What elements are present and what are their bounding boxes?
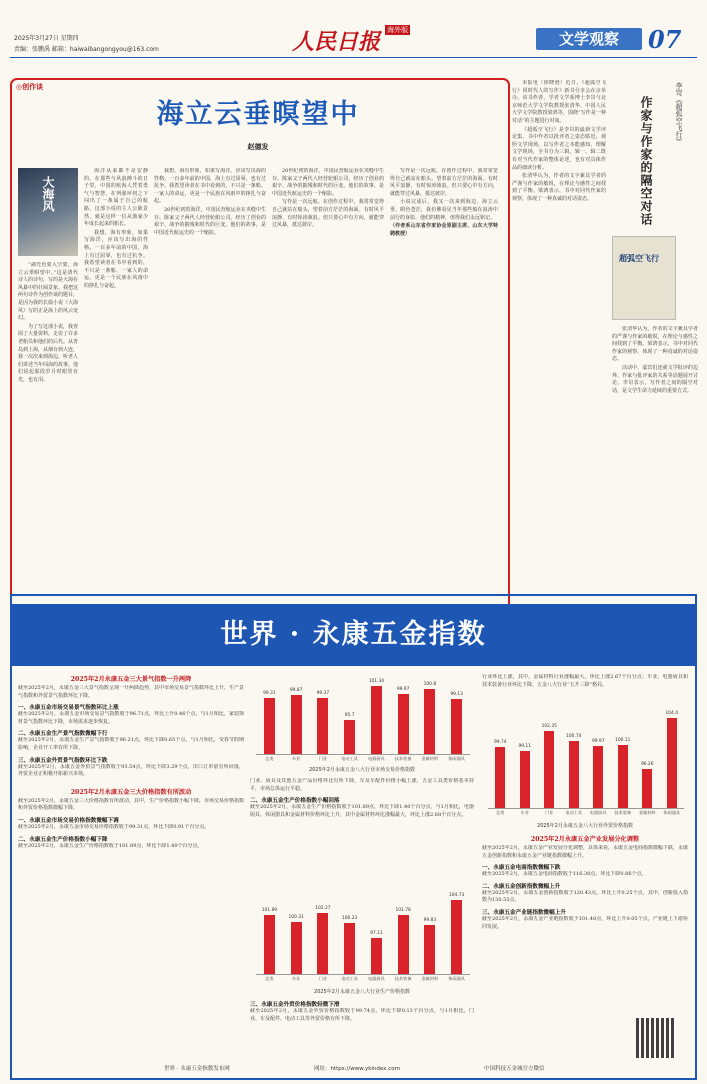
creative-para: 小说完成后，我又一次来到海边。海立云垂，暝色苍茫，我仿佛看见当年那些船在浪涛中前行的身影。他们的精神，值得我们永远铭记。 [390, 199, 498, 221]
index-item-head: 三、永康五金外贸价格指数轻微下滑 [250, 1002, 340, 1008]
index-col-1 [18, 674, 244, 850]
chart-data-label: 100.8 [423, 682, 437, 688]
chart-tick-label: 电器厨具 [367, 756, 385, 761]
chart-bar [371, 686, 382, 754]
side-col-2 [612, 326, 698, 620]
creative-para: “湖光色蒙入空蒙，海立云垂暝望中。”这是清代诗人的诗句，写的是大海在风暴中的壮阔景象。我把这两句诗作为创作谈的题目，是因为我的长篇小说《大海风》写的正是海上的风云变幻。 [18, 262, 78, 322]
chart-data-label: 99.87 [289, 687, 303, 693]
chart-bar [371, 938, 382, 974]
index-item-text: 截至2025年2月，永康五金市场交易价格指数收于99.31点，环比下降0.91个百分点。 [18, 823, 210, 830]
chart-bar [344, 720, 355, 754]
index-item-head: 二、永康五金生产景气指数微幅下行 [18, 731, 108, 738]
chart-tick-label: 休闲器具 [448, 756, 465, 761]
chart-data-label: 104.73 [448, 893, 465, 899]
index-item-head: 二、永康五金生产价格指数小幅下降 [18, 836, 108, 843]
chart-tick-label: 车业 [291, 756, 301, 761]
section-label [536, 28, 642, 50]
book-cover [18, 168, 78, 256]
chart-data-label: 102.27 [315, 905, 331, 911]
chart-1 [250, 672, 474, 766]
creative-col-1 [18, 262, 78, 612]
chart-bar [264, 698, 275, 754]
index-subtitle: 2025年2月永康五金三大价格指数有所波动 [70, 788, 192, 796]
creative-col-4 [272, 168, 384, 612]
chart-bar [264, 915, 275, 974]
creative-tag-label: 创作谈 [22, 82, 44, 91]
chart-2-caption: 2025年2月永康五金八大行业生产价格指数 [314, 989, 410, 995]
chart-tick-label: 电动工具 [565, 810, 583, 815]
chart-data-label: 99.83 [423, 917, 437, 923]
chart-bar [642, 769, 652, 808]
book-cover-title: 大海风 [41, 176, 55, 212]
index-item-text: 截至2025年2月，永康五金生产景气指数收于96.21点，环比下降0.65个点，与1月相比，受春节假期影响，企业开工率有所下降。 [18, 737, 244, 751]
qr-code [636, 1018, 676, 1058]
chart-axis [488, 808, 684, 809]
index-item-text: 截至2025年2月，永康五金外贸景气指数收于93.54点，环比下降3.29个点，出口订单量有所回落，外贸企业正积极开拓新兴市场。 [18, 763, 244, 778]
chart-tick-label: 金属材料 [421, 756, 439, 761]
section-title: 文学观察 [558, 30, 619, 48]
index-footer [14, 1064, 693, 1076]
chart-bar [291, 695, 302, 754]
chart-tick-label: 金属材料 [421, 976, 439, 981]
chart-bar [291, 922, 302, 974]
chart-axis [256, 974, 470, 975]
chart-data-label: 101.89 [261, 907, 278, 913]
creative-title: 海立云垂暝望中 [156, 99, 360, 130]
chart-data-label: 99.31 [263, 691, 276, 697]
side-byline: 李岢《超弧空飞行》 [675, 82, 683, 145]
creative-para: 20世纪初的海洋，中国民营航运业在夹缝中生存。陈家父子两代人经营轮船公司，经历了创业的艰辛、战争的摧残和时代的巨变。他们的故事，是中国近代航运史的一个缩影。 [272, 168, 384, 197]
page-number: 07 [648, 25, 682, 54]
chart-tick-label: 车业 [520, 810, 529, 815]
masthead-title: 人民日报 [292, 29, 381, 55]
index-item-text: 截至2025年2月，永康五金生产价格指数收于101.89点，环比下降1.40个百分点。 [18, 842, 203, 849]
index-item-head: 三、永康五金外贸景气指数环比下跌 [18, 757, 108, 764]
chart-2 [250, 884, 474, 986]
index-subtitle: 2025年2月永康五金三大景气指数一升两降 [70, 676, 192, 683]
creative-para: 写作是一次远航。在创作过程中，我常常觉得自己就站在船头，望着前方茫茫的海面。有时风平浪静，有时惊涛骇浪。但只要心中有方向，就能穿过风暴，抵达彼岸。 [390, 168, 498, 197]
creative-para: 海洋从来都不是安静的。在那些与风浪搏斗的日子里，中国的航海人凭着勇气与智慧，在列强环伺之下闯出了一条属于自己的航路。这部小说的主人公陈景然，就是这样一位从渔家少年成长起来的船长。 [84, 168, 148, 228]
chart-tick-label: 门业 [318, 756, 328, 761]
chart-tick-label: 电动工具 [341, 976, 358, 981]
chart-bar [398, 915, 409, 974]
chart-tick-label: 电器厨具 [589, 810, 607, 815]
chart-bar [344, 923, 355, 974]
chart-data-label: 104.4 [665, 711, 679, 716]
creative-col-2 [84, 168, 148, 612]
creative-para: 20世纪初的海洋，中国民营航运业在夹缝中生存。陈家父子两代人经营轮船公司，经历了创业的艰辛、战争的摧残和时代的巨变。他们的故事，是中国近代航运史的一个缩影。 [154, 206, 266, 236]
chart-data-label: 101.78 [395, 908, 411, 914]
index-item-text: 截至2025年2月，永康五金市场交易景气指数收于96.71点，环比上升0.46个点，与1月相比，家装饰材景气指数环比下降，市场需求逐步恢复。 [18, 711, 244, 725]
index-intro: 截至2025年2月，永康五金产业发展分化调整，具体来看，永康五金电商指数微幅下跌，永康五金创新指数和永康五金产业链指数微幅上升。 [482, 845, 688, 859]
chart-tick-label: 总类 [265, 756, 274, 761]
creative-para: 写作是一次远航。在创作过程中，我常常觉得自己就站在船头，望着前方茫茫的海面。有时风平浪静，有时惊涛骇浪。但只要心中有方向，就能穿过风暴，抵达彼岸。 [272, 199, 384, 229]
index-item-head: 一、永康五金市场交易价格指数微幅下调 [18, 817, 119, 824]
chart-bar [520, 751, 530, 808]
chart-axis [256, 754, 470, 755]
footer-url: 网址：https://www.ykindex.com [314, 1066, 400, 1072]
creative-para: 为了写这部小说，我查阅了大量资料，走访了许多老船员和他们的后代。从青岛到上海，从烟台到大连，我一次次来到海边，听老人们讲述当年闯海的故事。他们说起那段岁月时眼里有光，也有泪。 [18, 323, 78, 383]
index-col-2 [250, 778, 474, 819]
chart-data-label: 100.74 [566, 733, 582, 739]
index-item-text: 截至2025年2月，永康五金外贸价格指数收于99.74点，环比下降0.13个百分点，与1月相比，门业、车及配件、电动工具等外贸价格有所下降。 [250, 1008, 474, 1022]
index-banner-title: 世界 · 永康五金指数 [220, 619, 487, 650]
side-book-cover [612, 236, 676, 320]
tag-icon: ◎ [16, 82, 23, 91]
index-col-2b [250, 1000, 474, 1023]
index-text: 行业环比上涨，其中，金属材料行业涨幅最大，环比上涨2.67个百分点；车业、电器厨具和技术装备行业环比下降，五金八大行业“五升三降”格局。 [482, 674, 688, 688]
chart-data-label: 97.11 [370, 931, 383, 937]
chart-tick-label: 车业 [291, 976, 301, 981]
footer-site: 世界 · 永康五金指数发布网 [164, 1066, 230, 1072]
chart-bar [398, 694, 409, 754]
chart-bar [618, 745, 628, 808]
chart-tick-label: 休闲器具 [663, 810, 681, 815]
index-banner [12, 604, 695, 666]
chart-bar [569, 741, 579, 808]
side-col-1 [512, 80, 606, 620]
chart-data-label: 99.13 [450, 692, 463, 698]
chart-bar [424, 689, 435, 754]
chart-tick-label: 总类 [265, 976, 274, 981]
chart-data-label: 99.11 [518, 744, 532, 750]
creative-author-note: （作者系山东省作家协会原副主席、山东大学特聘教授） [390, 223, 498, 237]
chart-data-label: 96.26 [640, 761, 654, 767]
chart-tick-label: 门业 [545, 810, 554, 815]
chart-3 [482, 698, 688, 820]
chart-bar [317, 913, 328, 974]
index-item-text: 截至2025年2月，永康五金创新指数收于120.43点，环比上升0.25个点，其中，创新投入指数为130.55点。 [482, 889, 688, 904]
creative-col-5 [390, 168, 498, 612]
index-item-head: 一、永康五金市场交易景气指数环比上涨 [18, 705, 119, 712]
chart-data-label: 100.23 [341, 915, 358, 921]
chart-tick-label: 电器厨具 [367, 976, 385, 981]
side-para: 本报电（徐晓澄）近日，《超弧空飞行》同时代人的写作》新书分享会在京举办。该书作者、学者文学系博士李岢与北京师范大学文学院教授张清华、中国人民大学文学院教授梁鸿等，围绕“写作是一种对话”的主题进行对谈。 [512, 80, 606, 124]
chart-tick-label: 金属材料 [638, 810, 656, 815]
chart-data-label: 99.37 [316, 690, 330, 696]
index-subtitle: 2025年2月永康五金产业发展分化调整 [530, 836, 640, 843]
index-item-text: 截至2025年2月，永康五金生产价格指数收于101.89点，环比下降1.40个百分点，与1月相比，电器厨具、休闲器具和金属材料价格环比上升，其中金属材料环比涨幅最大，环比上涨2.68个百分点。 [250, 804, 474, 818]
header-rule [10, 57, 697, 58]
index-item-head: 二、永康五金生产价格指数小幅回落 [250, 798, 340, 805]
creative-col-3 [154, 168, 266, 612]
index-intro: 截至2025年2月，永康五金三大景气指数呈现一升两降趋势，其中市场交易景气指数环比上升，生产景气指数和外贸景气指数环比下降。 [18, 685, 244, 699]
chart-tick-label: 休闲器具 [448, 976, 465, 981]
chart-bar [544, 731, 554, 808]
index-item-head: 三、永康五金产业链指数微幅上升 [482, 909, 566, 916]
chart-tick-label: 电动工具 [341, 756, 358, 761]
chart-1-caption: 2025年2月永康五金八大行业市场交易价格指数 [309, 767, 415, 773]
index-item-head: 一、永康五金电商指数微幅下跌 [482, 865, 561, 872]
index-item-text: 截至2025年2月，永康五金电商指数收于116.30点，环比下降0.86个点。 [482, 871, 647, 878]
chart-bar [667, 718, 677, 808]
chart-data-label: 100.11 [615, 737, 631, 743]
creative-author: 赵德发 [247, 142, 269, 151]
masthead-sub: 海外版 [387, 26, 409, 34]
chart-bar [424, 925, 435, 974]
index-item-head: 二、永康五金创新指数微幅上升 [482, 883, 561, 890]
chart-data-label: 99.97 [396, 687, 410, 693]
side-para: 张清华认为，作者的文字兼具学者的严谨与作家的敏锐，在理论与感性之间找到了平衡。梁鸿表示，书中对同代作家的观察，体现了一种真诚的对话姿态。 [512, 173, 606, 202]
index-item-text: 截至2025年2月，永康五金产业链指数收于101.48点，环比上升0.05个点，产业链上下游协同发展。 [482, 915, 688, 930]
footer-wechat: 中国科技五金城官方微信 [484, 1066, 545, 1072]
chart-bar [451, 900, 462, 974]
chart-bar [451, 699, 462, 754]
masthead [292, 25, 410, 56]
chart-3-caption: 2025年2月永康五金八大行业外贸价格指数 [537, 823, 633, 829]
side-book-title: 超弧空飞行 [619, 253, 659, 263]
index-text: 门业、厨具及其他五金产品价格环比有所下降，车及车配件价格小幅上涨，五金工具类价格基本持平，市场总体运行平稳。 [250, 778, 474, 792]
chart-tick-label: 技术装备 [394, 976, 412, 981]
creative-tag [16, 82, 43, 92]
side-title: 作家与作家的隔空对话 [639, 96, 653, 226]
chart-data-label: 100.31 [288, 915, 304, 921]
index-intro: 截至2025年2月，永康五金三大价格指数有所波动，其中，生产价格指数小幅下降，市场交易价格指数和外贸价格指数微幅下降。 [18, 797, 244, 812]
editor-info: 责编：张鹏禹 邮箱：haiwaibangongyou@163.com [14, 46, 159, 53]
chart-data-label: 99.97 [591, 738, 605, 744]
chart-tick-label: 技术装备 [614, 810, 632, 815]
chart-bar [593, 746, 603, 808]
side-para: 张清华认为，作者的文字兼具学者的严谨与作家的敏锐，在理论与感性之间找到了平衡。梁鸿表示，书中对同代作家的观察，体现了一种真诚的对话姿态。 [612, 326, 698, 363]
chart-data-label: 102.35 [541, 723, 557, 729]
side-para: 《超弧空飞行》是李岢的最新文学评论集，书中作者以批评者之姿态贴近、观照文学现场，以写作者之本能感知、理解文学现场，全书分为三辑，辑一、辑二既有对当代作家的整体论述，也有对具体作品的细读分析。 [512, 126, 606, 171]
chart-bar [317, 698, 328, 754]
issue-date: 2025年3月27日 星期四 [14, 35, 79, 42]
chart-bar [495, 747, 505, 808]
chart-data-label: 101.34 [368, 678, 385, 684]
chart-tick-label: 总类 [496, 810, 505, 815]
chart-data-label: 99.74 [493, 740, 507, 746]
index-col-3 [482, 834, 688, 931]
side-para: 活动中，嘉宾们还就文学批评的边界、作家与批评家的关系等话题展开讨论。李岢表示，写作者之间的隔空对话，是文学生命力延续的重要方式。 [612, 364, 698, 394]
chart-data-label: 95.7 [344, 712, 355, 718]
chart-tick-label: 技术装备 [394, 756, 412, 761]
creative-para: 我想，海有形象，如果写海洋，应该写出海的性格。一百多年前的中国，海上有过屈辱，也有过抗争。我希望读者在书中看到的，不只是一条船、一家人的命运，更是一个民族在风雨中的挣扎与奋起。 [154, 168, 266, 205]
chart-tick-label: 门业 [318, 976, 328, 981]
creative-para: 我想，海有形象，如果写海洋，应该写出海的性格。一百多年前的中国，海上有过屈辱，也有过抗争。我希望读者在书中看到的，不只是一条船、一家人的命运，更是一个民族在风雨中的挣扎与奋起。 [84, 229, 148, 289]
